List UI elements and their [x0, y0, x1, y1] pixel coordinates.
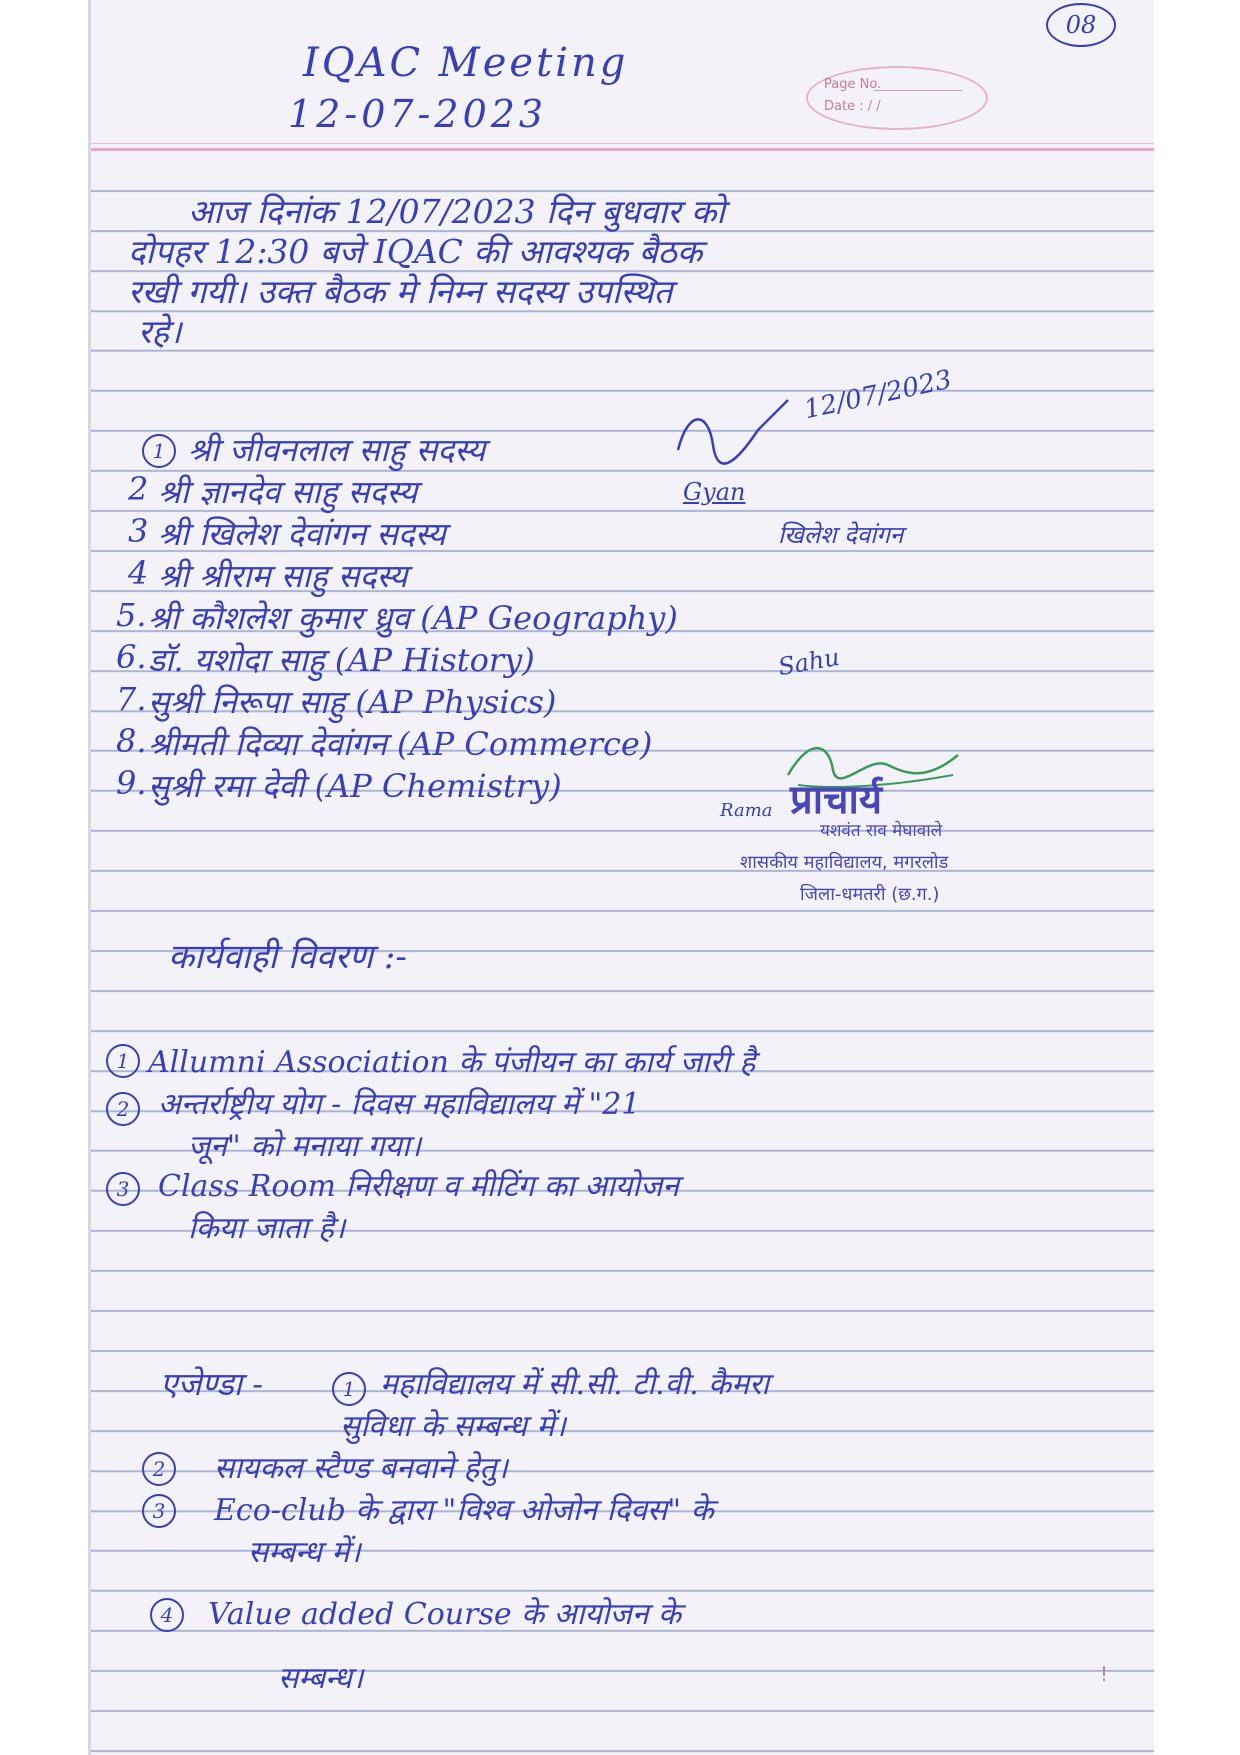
member-number: 6. [116, 638, 147, 676]
agenda-number: 1 [332, 1372, 366, 1406]
agenda-item-cont: सम्बन्ध में। [248, 1535, 361, 1570]
page-edge [88, 0, 91, 1755]
proceedings-number: 3 [106, 1172, 140, 1206]
page-no-label: Page No. [824, 77, 882, 92]
member-row: सुश्री रमा देवी (AP Chemistry) [148, 767, 562, 805]
intro-line-1: आज दिनांक 12/07/2023 दिन बुधवार को [188, 192, 725, 231]
page-no-fill-line [874, 90, 962, 91]
member-row: श्री कौशलेश कुमार ध्रुव (AP Geography) [148, 599, 678, 637]
intro-line-4: रहे। [138, 312, 182, 351]
agenda-label: एजेण्डा - [160, 1365, 264, 1403]
member-signature: खिलेश देवांगन [778, 521, 904, 549]
agenda-item: सायकल स्टैण्ड बनवाने हेतु। [214, 1451, 508, 1486]
member-number: 1 [142, 434, 176, 468]
member-number: 9. [116, 764, 147, 802]
member-number: 4 [128, 554, 149, 592]
page-corner-number: 08 [1046, 3, 1116, 47]
meeting-date: 12-07-2023 [288, 92, 548, 136]
intro-line-3: रखी गयी। उक्त बैठक मे निम्न सदस्य उपस्थित [128, 272, 673, 311]
member-number: 3 [128, 512, 149, 550]
member-row: डॉ. यशोदा साहु (AP History) [148, 641, 535, 679]
member-row: सुश्री निरूपा साहु (AP Physics) [148, 683, 557, 721]
member-row: श्री श्रीराम साहु सदस्य [158, 557, 408, 595]
margin-mark: ! [1100, 1662, 1109, 1686]
member-row: श्री जीवनलाल साहु सदस्य [188, 431, 486, 469]
proceedings-number: 2 [106, 1092, 140, 1126]
member-signature: Rama [720, 800, 773, 821]
member-signature: Gyan [683, 478, 746, 506]
member-row: श्री ज्ञानदेव साहु सदस्य [158, 473, 418, 511]
header-rule-thin [88, 143, 1154, 144]
proceedings-item: अन्तर्राष्ट्रीय योग - दिवस महाविद्यालय में "21 [158, 1087, 641, 1122]
page-no-stamp [806, 66, 988, 130]
seal-college: शासकीय महाविद्यालय, मगरलोड [740, 852, 949, 873]
agenda-item-cont: सम्बन्ध। [278, 1661, 364, 1696]
proceedings-number: 1 [106, 1044, 140, 1078]
proceedings-item-cont: किया जाता है। [188, 1211, 346, 1246]
agenda-number: 2 [142, 1452, 176, 1486]
proceedings-item: Class Room निरीक्षण व मीटिंग का आयोजन [158, 1169, 679, 1204]
member-number: 8. [116, 722, 147, 760]
notebook-page [88, 0, 1154, 1755]
agenda-item: Eco-club के द्वारा "विश्व ओजोन दिवस" के [214, 1493, 714, 1528]
member-signature: 12/07/2023 [801, 364, 955, 426]
seal-title: प्राचार्य [790, 777, 883, 823]
proceedings-item: Allumni Association के पंजीयन का कार्य जारी है [148, 1045, 756, 1080]
seal-district: जिला-धमतरी (छ.ग.) [800, 884, 940, 905]
header-rule [88, 148, 1154, 151]
member-number: 7. [116, 680, 147, 718]
member-signature: Sahu [776, 642, 842, 682]
meeting-title: IQAC Meeting [303, 40, 629, 86]
date-label: Date : / / [824, 99, 881, 114]
proceedings-item-cont: जून" को मनाया गया। [188, 1129, 422, 1164]
agenda-number: 4 [150, 1598, 184, 1632]
agenda-item-cont: सुविधा के सम्बन्ध में। [340, 1409, 566, 1444]
member-number: 5. [116, 596, 147, 634]
agenda-item: Value added Course के आयोजन के [208, 1597, 682, 1632]
member-row: श्री खिलेश देवांगन सदस्य [158, 515, 446, 553]
agenda-item: महाविद्यालय में सी.सी. टी.वी. कैमरा [380, 1367, 770, 1402]
signature-scribble [668, 390, 808, 470]
member-number: 2 [128, 470, 149, 508]
intro-line-2: दोपहर 12:30 बजे IQAC की आवश्यक बैठक [128, 232, 703, 271]
proceedings-heading: कार्यवाही विवरण :- [168, 937, 407, 977]
agenda-number: 3 [142, 1494, 176, 1528]
seal-name: यशवंत राव मेघावाले [820, 821, 943, 841]
principal-seal [740, 770, 980, 920]
member-row: श्रीमती दिव्या देवांगन (AP Commerce) [148, 725, 653, 763]
